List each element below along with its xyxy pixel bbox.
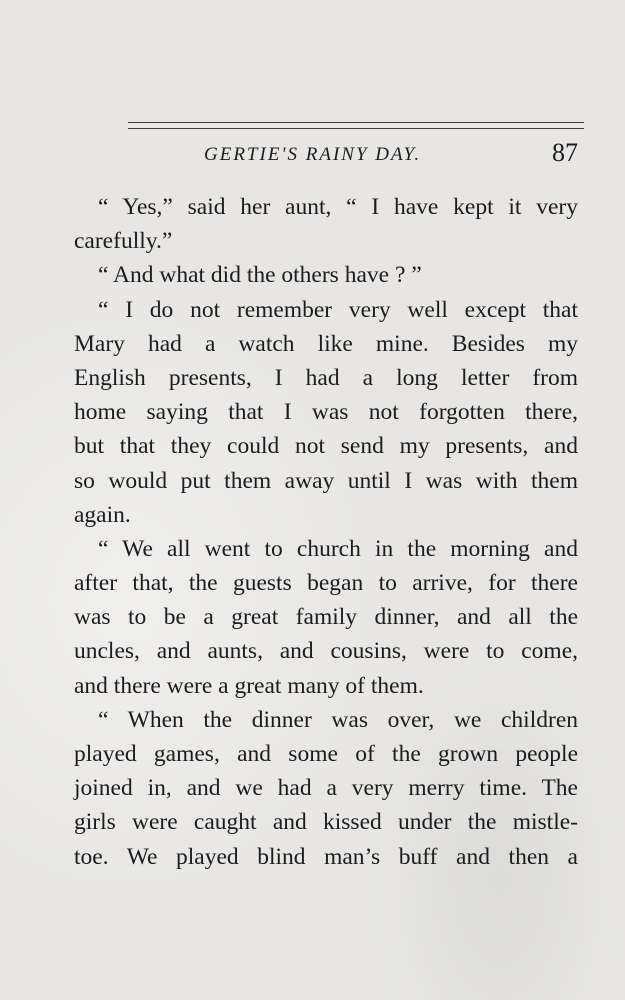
text-line: was to be a great family dinner, and all the <box>74 604 578 631</box>
text-line: played games, and some of the grown people <box>74 741 578 767</box>
text-line: “ We all went to church in the morning and <box>98 535 578 562</box>
text-line: joined in, and we had a very merry time. The <box>74 775 578 802</box>
text-line: again. <box>74 501 131 528</box>
body-text <box>74 190 578 874</box>
text-line: uncles, and aunts, and cousins, were to come, <box>74 638 578 665</box>
text-line: so would put them away until I was with them <box>74 467 578 494</box>
header-rule-top <box>128 122 584 123</box>
text-line: after that, the guests began to arrive, for there <box>74 570 578 597</box>
text-line: “ When the dinner was over, we children <box>98 706 578 733</box>
text-line: home saying that I was not forgotten there, <box>74 399 578 426</box>
text-line: Mary had a watch like mine. Besides my <box>74 330 578 357</box>
text-line: and there were a great many of them. <box>74 672 424 699</box>
text-line: toe. We played blind man’s buff and then a <box>74 843 578 870</box>
text-line: “ Yes,” said her aunt, “ I have kept it very <box>98 194 578 220</box>
text-line: “ And what did the others have ? ” <box>98 262 422 289</box>
header-rule-bottom <box>128 128 584 129</box>
text-line: girls were caught and kissed under the mistle- <box>74 809 578 836</box>
running-head <box>128 138 584 172</box>
text-line: “ I do not remember very well except that <box>98 296 578 323</box>
text-line: but that they could not send my presents, and <box>74 433 578 460</box>
page-number: 87 <box>552 138 578 167</box>
running-title: GERTIE'S RAINY DAY. <box>204 144 422 165</box>
text-line: carefully.” <box>74 228 173 255</box>
text-line: English presents, I had a long letter from <box>74 364 578 391</box>
